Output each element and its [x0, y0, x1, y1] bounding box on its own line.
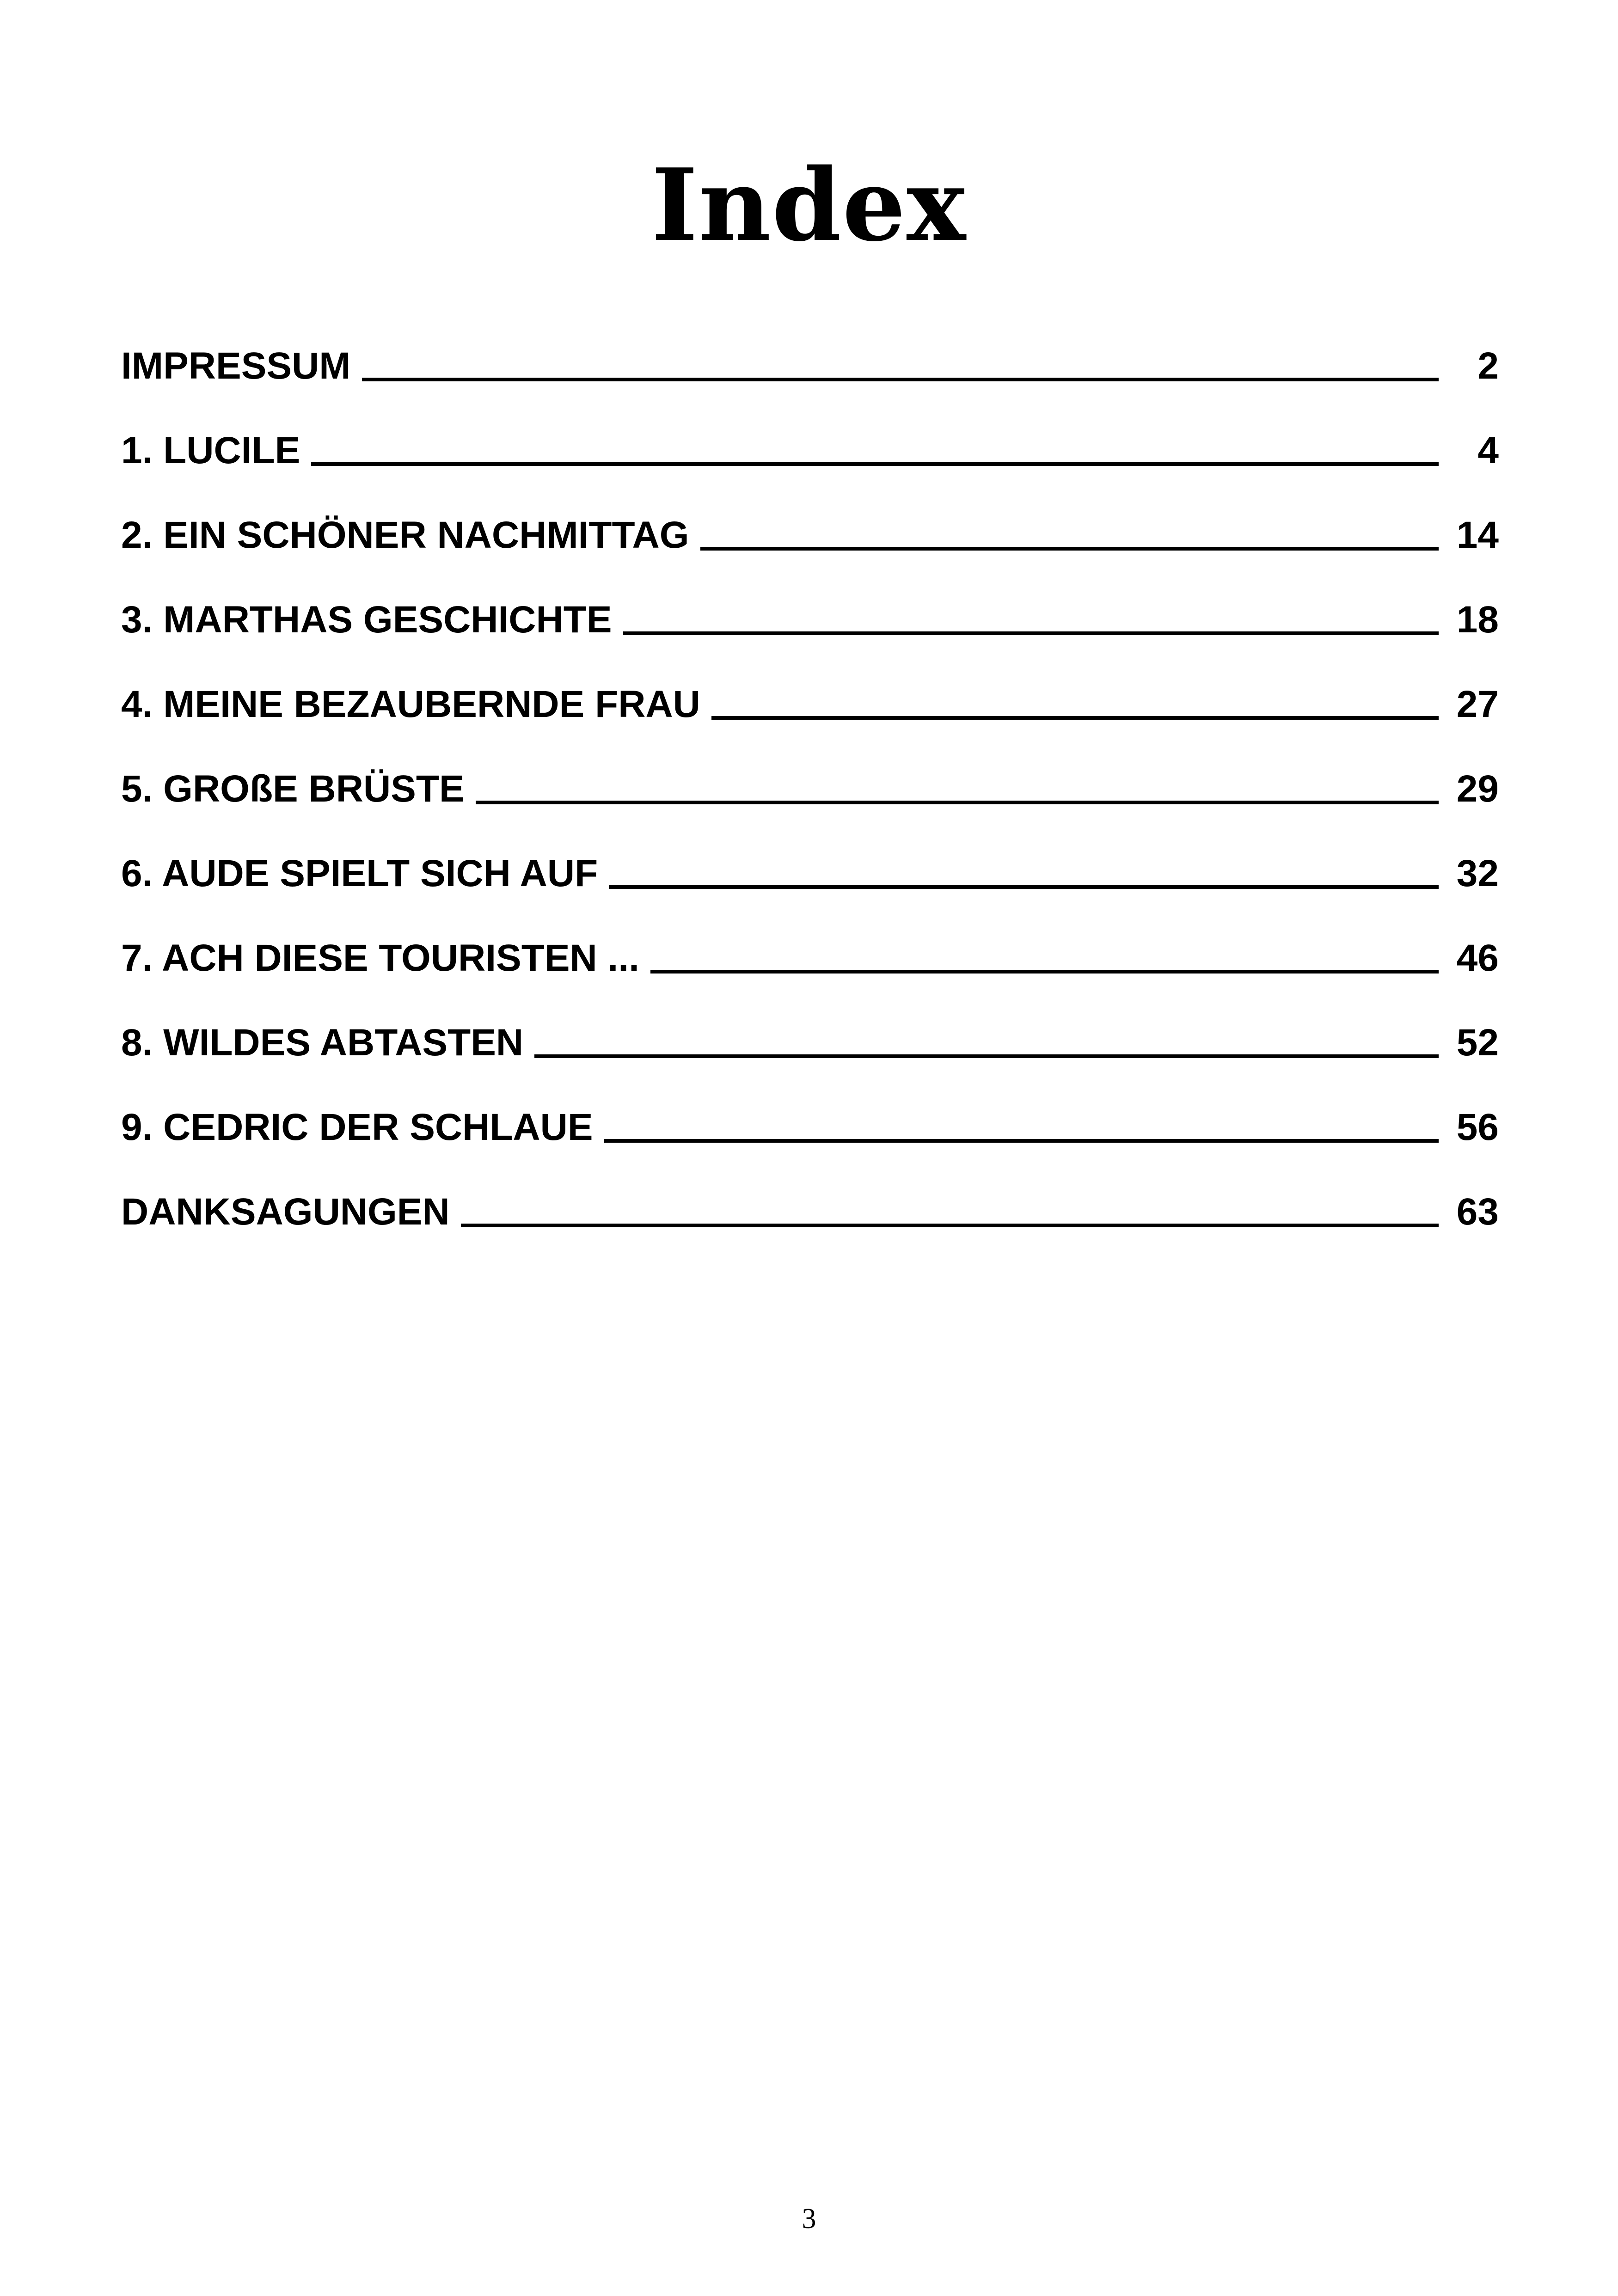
toc-leader-line — [623, 631, 1439, 635]
toc-entry-grosse-brueste[interactable] — [121, 747, 1499, 831]
toc-entry-page: 4 — [1477, 429, 1499, 471]
toc-entry-page: 52 — [1456, 1022, 1499, 1064]
toc-leader-line — [650, 970, 1439, 974]
toc-entry-label: 5. GROßE BRÜSTE — [121, 768, 465, 810]
toc-leader-line — [311, 462, 1439, 466]
toc-leader-line — [362, 378, 1439, 381]
toc-leader-line — [711, 716, 1439, 720]
toc-entry-page: 63 — [1456, 1191, 1499, 1233]
toc-entry-wildes-abtasten[interactable] — [121, 1000, 1499, 1085]
page-title: Index — [651, 147, 967, 264]
toc-entry-label: 3. MARTHAS GESCHICHTE — [121, 599, 612, 641]
toc-entry-page: 27 — [1456, 683, 1499, 725]
toc-leader-line — [534, 1054, 1439, 1058]
toc-entry-label: 1. LUCILE — [121, 429, 300, 471]
toc-leader-line — [700, 547, 1439, 551]
toc-entry-nachmittag[interactable] — [121, 493, 1499, 577]
toc-entry-label: 4. MEINE BEZAUBERNDE FRAU — [121, 683, 700, 725]
toc-entry-marthas-geschichte[interactable] — [121, 577, 1499, 662]
toc-entry-bezaubernde-frau[interactable] — [121, 662, 1499, 747]
toc-leader-line — [609, 885, 1439, 889]
toc-leader-line — [604, 1139, 1439, 1143]
toc-entry-danksagungen[interactable] — [121, 1169, 1499, 1254]
toc-entry-page: 46 — [1456, 937, 1499, 979]
toc-entry-label: 6. AUDE SPIELT SICH AUF — [121, 852, 598, 894]
toc-entry-label: DANKSAGUNGEN — [121, 1191, 450, 1233]
page-number: 3 — [802, 2203, 816, 2235]
toc-entry-page: 14 — [1456, 514, 1499, 556]
toc-entry-page: 18 — [1456, 599, 1499, 641]
toc-entry-page: 56 — [1456, 1106, 1499, 1148]
toc-entry-impressum[interactable] — [121, 324, 1499, 408]
toc-entry-touristen[interactable] — [121, 916, 1499, 1000]
toc-entry-label: 7. ACH DIESE TOURISTEN ... — [121, 937, 639, 979]
toc-entry-page: 2 — [1477, 345, 1499, 387]
toc-entry-lucile[interactable] — [121, 408, 1499, 493]
toc-entry-label: 9. CEDRIC DER SCHLAUE — [121, 1106, 593, 1148]
toc-entry-label: 2. EIN SCHÖNER NACHMITTAG — [121, 514, 689, 556]
toc-leader-line — [461, 1224, 1439, 1227]
toc-entry-aude-spielt[interactable] — [121, 831, 1499, 916]
toc-entry-cedric[interactable] — [121, 1085, 1499, 1169]
toc-entry-label: 8. WILDES ABTASTEN — [121, 1022, 524, 1064]
toc-entry-label: IMPRESSUM — [121, 345, 351, 387]
toc-leader-line — [476, 801, 1439, 804]
toc-entry-page: 32 — [1456, 852, 1499, 894]
table-of-contents — [121, 324, 1499, 1254]
toc-entry-page: 29 — [1456, 768, 1499, 810]
